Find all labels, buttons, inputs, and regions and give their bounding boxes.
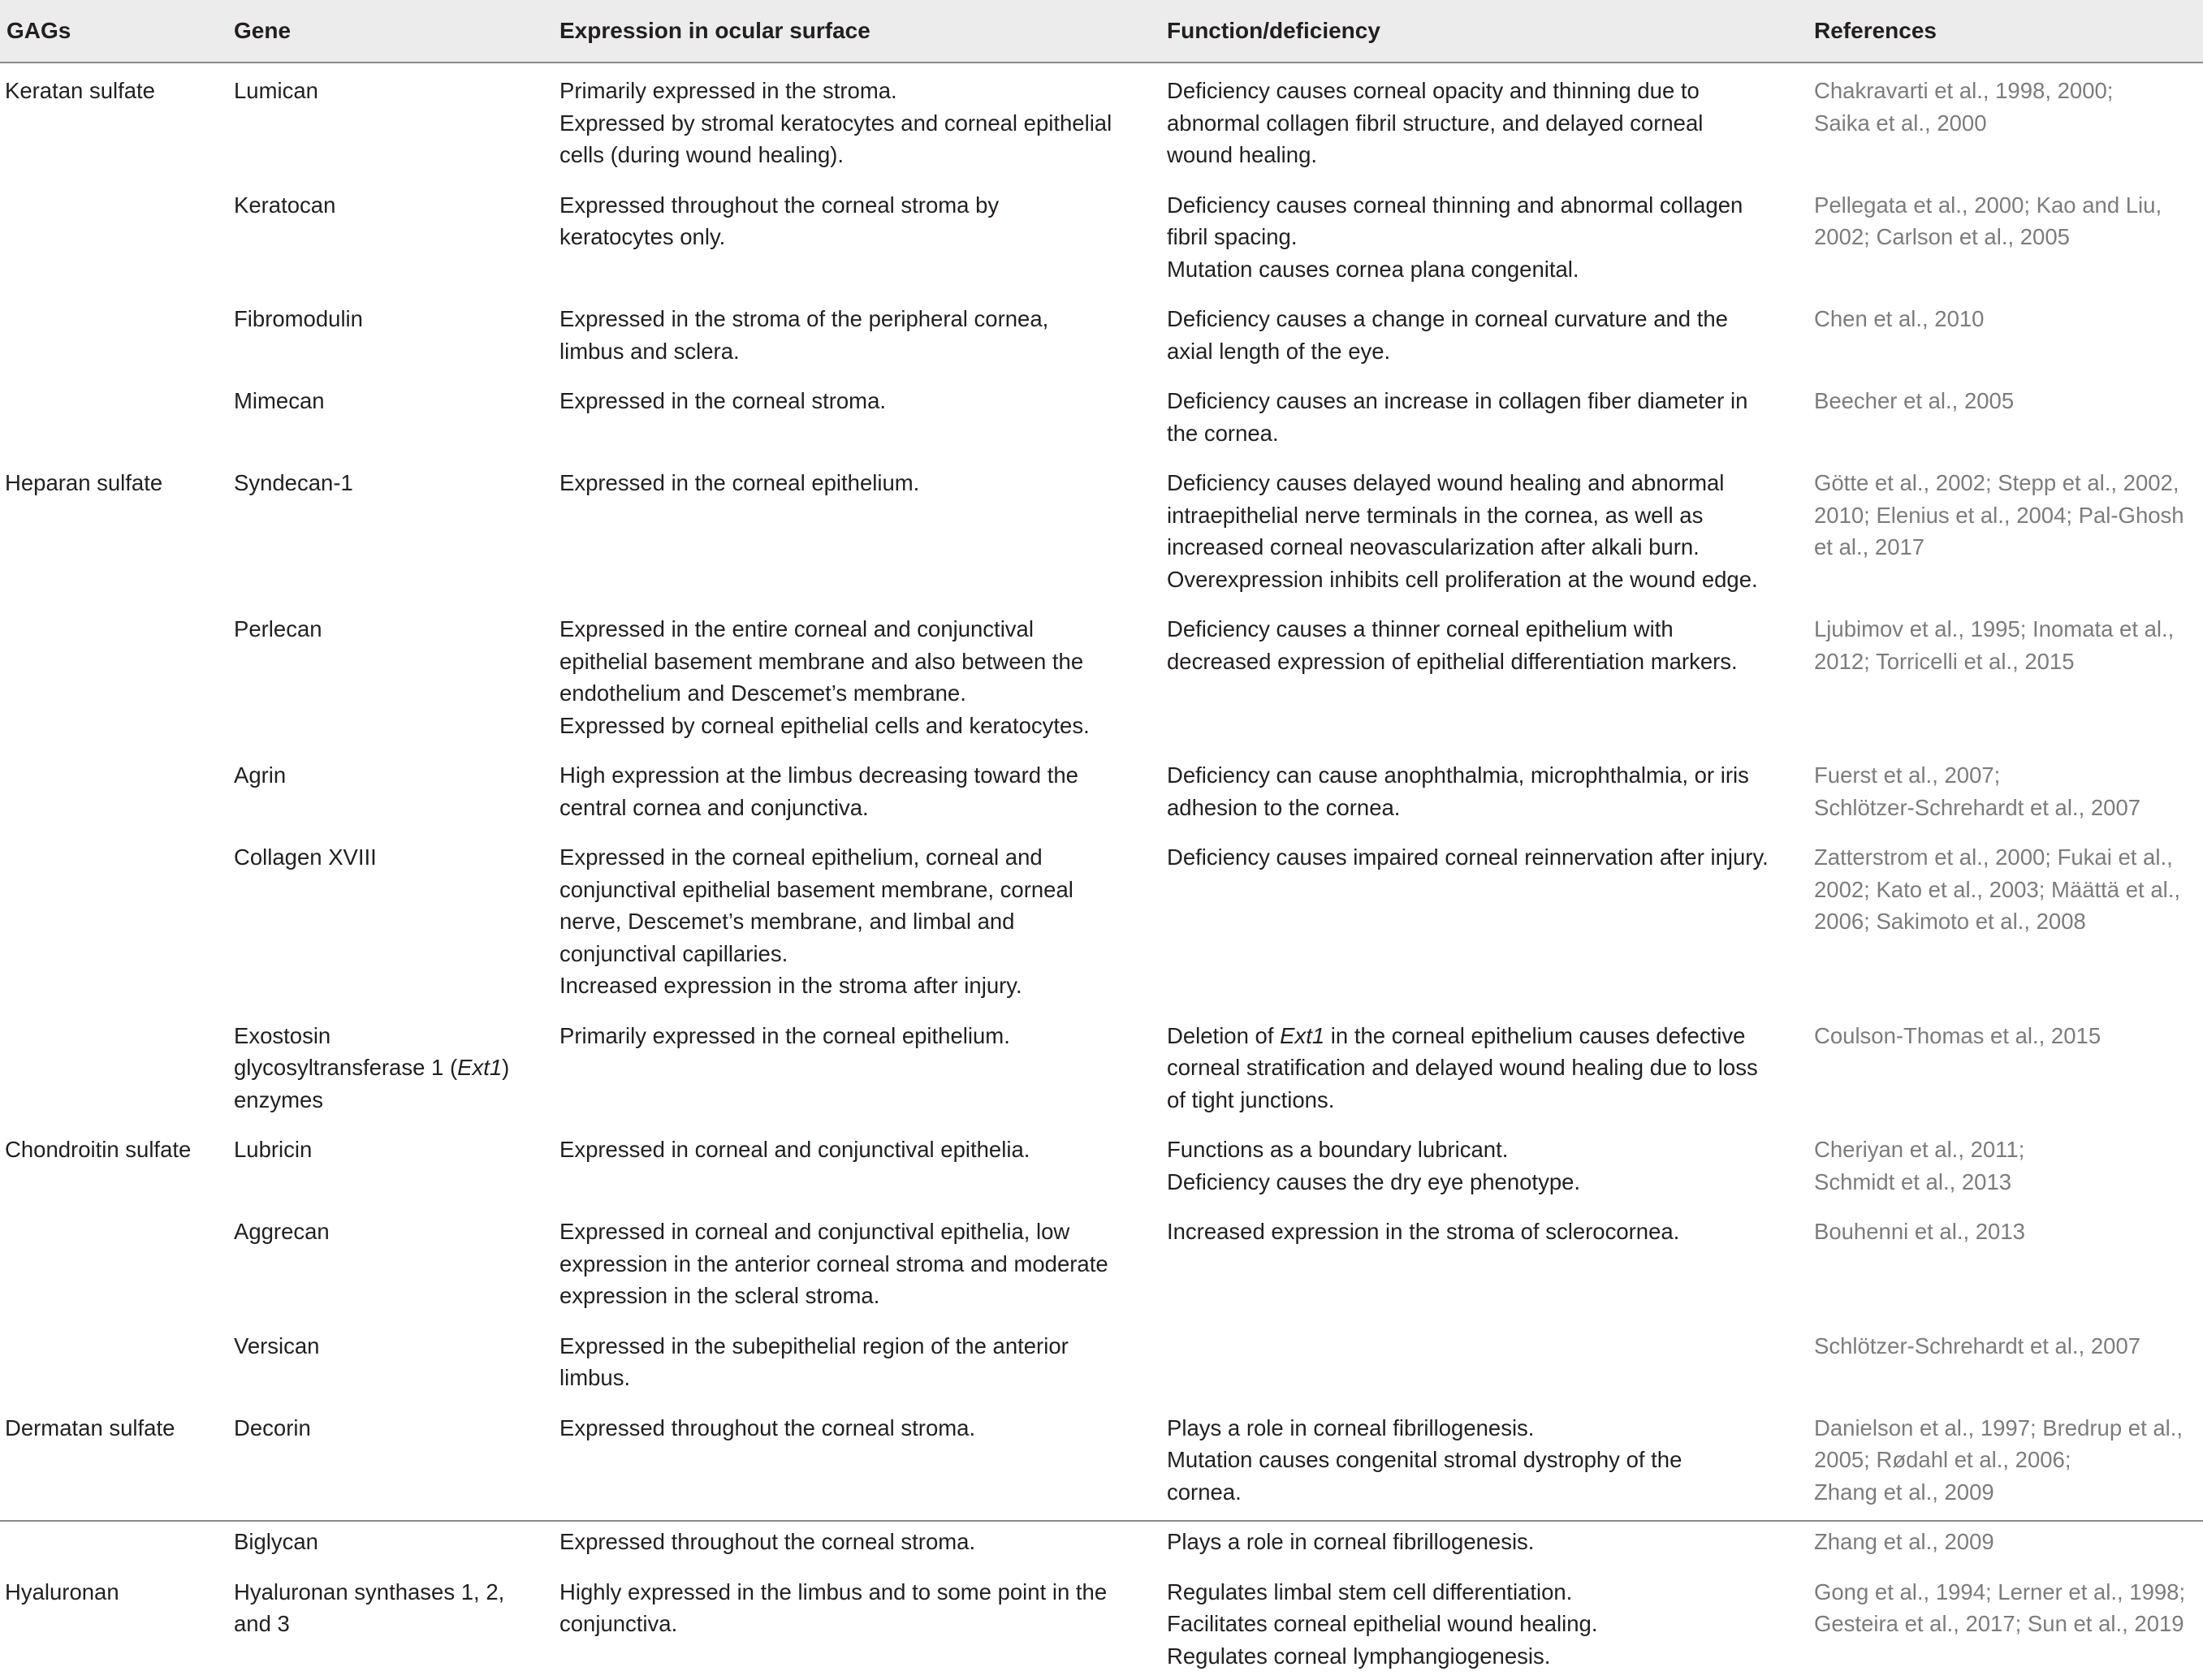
cell-expression	[559, 1516, 1167, 1566]
cell-gene	[234, 1010, 559, 1125]
cell-function	[1167, 1206, 1814, 1320]
cell-gene	[234, 1124, 559, 1206]
cell-gene	[234, 457, 559, 603]
cell-references-line: Danielson et al., 1997; Bredrup et al.,	[1814, 1412, 2203, 1445]
cell-gene	[234, 375, 559, 457]
cell-references-line: Schlötzer-Schrehardt et al., 2007	[1814, 1330, 2203, 1363]
cell-expression-line: epithelial basement membrane and also between the	[559, 646, 1167, 678]
table-row	[0, 749, 2203, 831]
cell-function-line: wound healing.	[1167, 139, 1814, 171]
cell-gene	[234, 1516, 559, 1566]
table-row	[0, 457, 2203, 603]
table-row	[0, 603, 2203, 749]
cell-function-line: adhesion to the cornea.	[1167, 792, 1814, 824]
cell-references	[1814, 831, 2203, 1010]
cell-gag	[0, 457, 234, 603]
cell-gene-line: Exostosin	[234, 1020, 559, 1052]
cell-expression	[559, 179, 1167, 294]
cell-gag	[0, 831, 234, 1010]
table-row	[0, 1320, 2203, 1402]
cell-expression-line: conjunctival capillaries.	[559, 938, 1167, 970]
cell-gene	[234, 831, 559, 1010]
cell-function-line: corneal stratification and delayed wound healing due to loss	[1167, 1052, 1814, 1084]
cell-gag	[0, 1124, 234, 1206]
cell-function	[1167, 1320, 1814, 1402]
cell-references	[1814, 749, 2203, 831]
header-gags: GAGs	[0, 0, 234, 63]
cell-references-line: 2002; Kato et al., 2003; Määttä et al.,	[1814, 874, 2203, 906]
cell-expression	[559, 293, 1167, 375]
cell-function-line: Deficiency causes impaired corneal reinnervation after injury.	[1167, 841, 1814, 874]
gag-label: Chondroitin sulfate	[5, 1134, 234, 1166]
header-function: Function/deficiency	[1167, 0, 1814, 63]
cell-expression-line: Highly expressed in the limbus and to some point in the	[559, 1576, 1167, 1609]
cell-references-line: Coulson-Thomas et al., 2015	[1814, 1020, 2203, 1052]
cell-gene-line: Keratocan	[234, 189, 559, 222]
cell-expression-line: keratocytes only.	[559, 221, 1167, 253]
cell-expression	[559, 1402, 1167, 1517]
cell-gene-line: Aggrecan	[234, 1216, 559, 1248]
cell-function	[1167, 1566, 1814, 1680]
table-row	[0, 1566, 2203, 1680]
cell-function	[1167, 1010, 1814, 1125]
cell-expression-line: limbus and sclera.	[559, 335, 1167, 368]
cell-function-line: Mutation causes cornea plana congenital.	[1167, 253, 1814, 286]
cell-gag	[0, 1402, 234, 1517]
cell-gag	[0, 1206, 234, 1320]
cell-function-line: Mutation causes congenital stromal dystrophy of the	[1167, 1444, 1814, 1476]
cell-references	[1814, 1402, 2203, 1517]
cell-gene	[234, 749, 559, 831]
cell-expression	[559, 749, 1167, 831]
cell-expression-line: High expression at the limbus decreasing toward the	[559, 759, 1167, 792]
cell-function-line: Plays a role in corneal fibrillogenesis.	[1167, 1412, 1814, 1445]
cell-gene	[234, 1320, 559, 1402]
cell-function	[1167, 1516, 1814, 1566]
table-row	[0, 1516, 2203, 1566]
cell-gene-line: Collagen XVIII	[234, 841, 559, 874]
cell-function-line: cornea.	[1167, 1476, 1814, 1509]
table-body	[0, 63, 2203, 1680]
cell-function	[1167, 457, 1814, 603]
cell-references	[1814, 457, 2203, 603]
cell-gene-line: Biglycan	[234, 1526, 559, 1558]
cell-gene-line: Syndecan-1	[234, 467, 559, 499]
cell-expression	[559, 1206, 1167, 1320]
cell-function	[1167, 375, 1814, 457]
cell-references	[1814, 179, 2203, 294]
cell-expression-line: Expressed in the subepithelial region of the anterior	[559, 1330, 1167, 1363]
cell-function-line	[1167, 1020, 1814, 1052]
cell-references-line: Cheriyan et al., 2011;	[1814, 1134, 2203, 1166]
cell-references-line: 2002; Carlson et al., 2005	[1814, 221, 2203, 253]
table-row	[0, 1124, 2203, 1206]
cell-expression	[559, 375, 1167, 457]
cell-references-line: 2006; Sakimoto et al., 2008	[1814, 905, 2203, 938]
cell-references-line: 2005; Rødahl et al., 2006;	[1814, 1444, 2203, 1476]
cell-expression-line: central cornea and conjunctiva.	[559, 792, 1167, 824]
table-row	[0, 63, 2203, 179]
cell-references-line: Pellegata et al., 2000; Kao and Liu,	[1814, 189, 2203, 222]
cell-gag	[0, 1010, 234, 1125]
table-row	[0, 831, 2203, 1010]
cell-references-line: Zhang et al., 2009	[1814, 1526, 2203, 1558]
header-gene: Gene	[234, 0, 559, 63]
cell-gag	[0, 375, 234, 457]
table-header	[0, 0, 2203, 63]
cell-expression-line: cells (during wound healing).	[559, 139, 1167, 171]
cell-expression-line: Increased expression in the stroma after injury.	[559, 970, 1167, 1002]
cell-references-line: Ljubimov et al., 1995; Inomata et al.,	[1814, 613, 2203, 646]
cell-references-line: Fuerst et al., 2007;	[1814, 759, 2203, 792]
header-references: References	[1814, 0, 2203, 63]
cell-function-line: fibril spacing.	[1167, 221, 1814, 253]
cell-expression	[559, 1010, 1167, 1125]
cell-references	[1814, 1010, 2203, 1125]
cell-references	[1814, 1320, 2203, 1402]
cell-references-line: Schmidt et al., 2013	[1814, 1166, 2203, 1198]
cell-expression	[559, 1566, 1167, 1680]
cell-references-line: Götte et al., 2002; Stepp et al., 2002,	[1814, 467, 2203, 499]
cell-function-line: Deficiency causes a thinner corneal epithelium with	[1167, 613, 1814, 646]
header-expression: Expression in ocular surface	[559, 0, 1167, 63]
cell-gene-line: Decorin	[234, 1412, 559, 1445]
cell-function	[1167, 749, 1814, 831]
cell-references	[1814, 63, 2203, 179]
cell-expression	[559, 1320, 1167, 1402]
cell-gag	[0, 1320, 234, 1402]
cell-expression-line: limbus.	[559, 1362, 1167, 1394]
cell-function-line: of tight junctions.	[1167, 1084, 1814, 1116]
cell-gene-line: Perlecan	[234, 613, 559, 646]
cell-references-line: et al., 2017	[1814, 531, 2203, 564]
cell-expression-line: expression in the scleral stroma.	[559, 1280, 1167, 1312]
cell-function	[1167, 179, 1814, 294]
cell-references	[1814, 1124, 2203, 1206]
header-row	[0, 0, 2203, 63]
cell-references-line: 2010; Elenius et al., 2004; Pal-Ghosh	[1814, 499, 2203, 532]
cell-function	[1167, 831, 1814, 1010]
cell-references	[1814, 1206, 2203, 1320]
cell-expression-line: Expressed throughout the corneal stroma.	[559, 1412, 1167, 1445]
cell-references-line: Gong et al., 1994; Lerner et al., 1998;	[1814, 1576, 2203, 1609]
cell-expression-line: conjunctival epithelial basement membrane, corneal	[559, 874, 1167, 906]
table-row	[0, 293, 2203, 375]
cell-gene-line	[234, 1052, 559, 1084]
cell-expression-line: Expressed by corneal epithelial cells and keratocytes.	[559, 710, 1167, 742]
cell-function-line: Overexpression inhibits cell proliferation at the wound edge.	[1167, 564, 1814, 596]
cell-expression-line: Primarily expressed in the corneal epithelium.	[559, 1020, 1167, 1052]
cell-expression-line: Expressed in the entire corneal and conjunctival	[559, 613, 1167, 646]
cell-expression-line: Expressed in the corneal epithelium, corneal and	[559, 841, 1167, 874]
cell-expression-line: Expressed by stromal keratocytes and corneal epithelial	[559, 107, 1167, 140]
cell-expression-line: Expressed throughout the corneal stroma by	[559, 189, 1167, 222]
cell-function-line: increased corneal neovascularization after alkali burn.	[1167, 531, 1814, 564]
cell-references	[1814, 1566, 2203, 1680]
gene-symbol-italic: Ext1	[457, 1055, 502, 1080]
cell-expression-line: Expressed in corneal and conjunctival epithelia, low	[559, 1216, 1167, 1248]
cell-gene-line: Hyaluronan synthases 1, 2,	[234, 1576, 559, 1609]
gag-label: Dermatan sulfate	[5, 1412, 234, 1445]
cell-function	[1167, 603, 1814, 749]
cell-gene-text: glycosyltransferase 1 (	[234, 1055, 457, 1080]
cell-gag	[0, 749, 234, 831]
cell-function	[1167, 1402, 1814, 1517]
cell-function-line: Increased expression in the stroma of sclerocornea.	[1167, 1216, 1814, 1248]
cell-expression-line: Expressed in the corneal stroma.	[559, 385, 1167, 417]
cell-gene	[234, 293, 559, 375]
cell-expression-line: Expressed in corneal and conjunctival epithelia.	[559, 1134, 1167, 1166]
cell-gag	[0, 293, 234, 375]
cell-gene-line: and 3	[234, 1608, 559, 1640]
table-row	[0, 1206, 2203, 1320]
gag-label: Keratan sulfate	[5, 75, 234, 107]
cell-function-line: the cornea.	[1167, 417, 1814, 450]
cell-function-line: Functions as a boundary lubricant.	[1167, 1134, 1814, 1166]
cell-references-line: Gesteira et al., 2017; Sun et al., 2019	[1814, 1608, 2203, 1640]
cell-function-line: Deficiency causes the dry eye phenotype.	[1167, 1166, 1814, 1198]
cell-function	[1167, 63, 1814, 179]
cell-references-line: Zatterstrom et al., 2000; Fukai et al.,	[1814, 841, 2203, 874]
cell-function-line: Deficiency causes delayed wound healing and abnormal	[1167, 467, 1814, 499]
cell-expression-line: Expressed in the corneal epithelium.	[559, 467, 1167, 499]
cell-expression-line: endothelium and Descemet’s membrane.	[559, 677, 1167, 710]
cell-references-line: Zhang et al., 2009	[1814, 1476, 2203, 1509]
table-row	[0, 1402, 2203, 1517]
gag-label: Heparan sulfate	[5, 467, 234, 499]
cell-gene	[234, 63, 559, 179]
table-row	[0, 179, 2203, 294]
cell-gene-text: )	[502, 1055, 509, 1080]
gag-label: Hyaluronan	[5, 1576, 234, 1609]
cell-references-line: Bouhenni et al., 2013	[1814, 1216, 2203, 1248]
cell-references-line: Beecher et al., 2005	[1814, 385, 2203, 417]
cell-expression-line: Expressed in the stroma of the peripheral cornea,	[559, 303, 1167, 335]
cell-expression-line: Primarily expressed in the stroma.	[559, 75, 1167, 107]
cell-references-line: Chakravarti et al., 1998, 2000;	[1814, 75, 2203, 107]
cell-function-line: Deficiency causes corneal opacity and thinning due to	[1167, 75, 1814, 107]
cell-gene	[234, 603, 559, 749]
cell-gag	[0, 63, 234, 179]
cell-gag	[0, 179, 234, 294]
cell-gene-line: Mimecan	[234, 385, 559, 417]
gene-symbol-italic: Ext1	[1280, 1023, 1324, 1048]
cell-references-line: Chen et al., 2010	[1814, 303, 2203, 335]
cell-gene-line: Versican	[234, 1330, 559, 1363]
cell-gene-line: Lumican	[234, 75, 559, 107]
cell-function-line: axial length of the eye.	[1167, 335, 1814, 368]
cell-references	[1814, 293, 2203, 375]
cell-gene-line: Agrin	[234, 759, 559, 792]
cell-function-line: Regulates corneal lymphangiogenesis.	[1167, 1640, 1814, 1673]
cell-function-text: in the corneal epithelium causes defective	[1324, 1023, 1745, 1048]
cell-function	[1167, 293, 1814, 375]
cell-references	[1814, 603, 2203, 749]
cell-gag	[0, 1566, 234, 1680]
cell-gene-line: Lubricin	[234, 1134, 559, 1166]
cell-function-line: decreased expression of epithelial differentiation markers.	[1167, 646, 1814, 678]
cell-references-line: Saika et al., 2000	[1814, 107, 2203, 140]
cell-gene	[234, 1206, 559, 1320]
cell-function-line: Deficiency causes corneal thinning and abnormal collagen	[1167, 189, 1814, 222]
cell-references	[1814, 1516, 2203, 1566]
table-row	[0, 1010, 2203, 1125]
cell-function-line: Regulates limbal stem cell differentiation.	[1167, 1576, 1814, 1609]
cell-references-line: 2012; Torricelli et al., 2015	[1814, 646, 2203, 678]
table-row	[0, 375, 2203, 457]
cell-gag	[0, 1516, 234, 1566]
cell-expression	[559, 457, 1167, 603]
cell-gene-line: Fibromodulin	[234, 303, 559, 335]
cell-function-line: Deficiency causes an increase in collagen fiber diameter in	[1167, 385, 1814, 417]
cell-expression	[559, 831, 1167, 1010]
cell-expression	[559, 63, 1167, 179]
cell-expression-line: nerve, Descemet’s membrane, and limbal and	[559, 905, 1167, 938]
cell-function-line: abnormal collagen fibril structure, and delayed corneal	[1167, 107, 1814, 140]
cell-expression-line: expression in the anterior corneal stroma and moderate	[559, 1248, 1167, 1281]
cell-references	[1814, 375, 2203, 457]
cell-function-line: Plays a role in corneal fibrillogenesis.	[1167, 1526, 1814, 1558]
cell-function-line: intraepithelial nerve terminals in the cornea, as well as	[1167, 499, 1814, 532]
cell-expression	[559, 603, 1167, 749]
cell-function-line: Facilitates corneal epithelial wound healing.	[1167, 1608, 1814, 1640]
cell-references-line: Schlötzer-Schrehardt et al., 2007	[1814, 792, 2203, 824]
cell-function-line: Deficiency can cause anophthalmia, microphthalmia, or iris	[1167, 759, 1814, 792]
cell-gene-line: enzymes	[234, 1084, 559, 1116]
cell-expression	[559, 1124, 1167, 1206]
cell-function-line: Deficiency causes a change in corneal curvature and the	[1167, 303, 1814, 335]
cell-function-text: Deletion of	[1167, 1023, 1280, 1048]
cell-gene	[234, 179, 559, 294]
cell-function	[1167, 1124, 1814, 1206]
cell-gag	[0, 603, 234, 749]
cell-expression-line: Expressed throughout the corneal stroma.	[559, 1526, 1167, 1558]
cell-gene	[234, 1402, 559, 1517]
cell-gene	[234, 1566, 559, 1680]
bottom-rule	[0, 1520, 2203, 1522]
cell-expression-line: conjunctiva.	[559, 1608, 1167, 1640]
